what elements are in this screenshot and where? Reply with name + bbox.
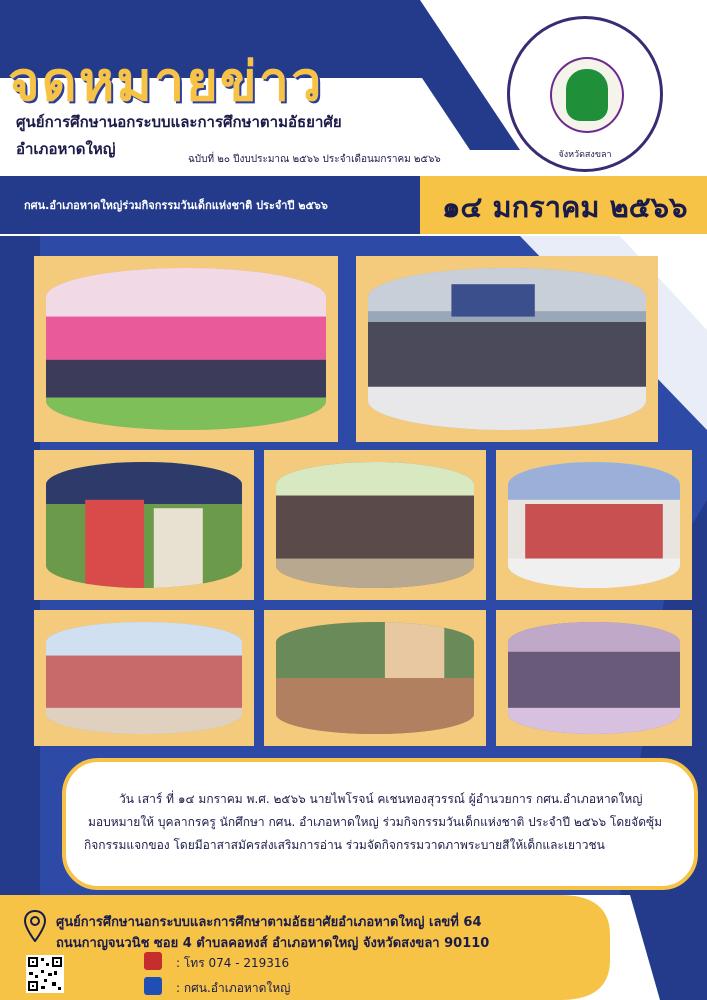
article-line-1: วัน เสาร์ ที่ ๑๔ มกราคม พ.ศ. ๒๕๖๖ นายไพโรจน์ คเชนทองสุวรรณ์ ผู้อำนวยการ กศน.อำเภอหาดใหญ่ <box>119 792 643 806</box>
footer-address-1: ศูนย์การศึกษานอกระบบและการศึกษาตามอัธยาศัยอำเภอหาดใหญ่ เลขที่ 64 <box>56 915 482 930</box>
article-body <box>84 788 679 857</box>
crowd-photo <box>276 462 474 588</box>
qr-code-icon[interactable] <box>26 955 64 993</box>
phone-number: : โทร 074 - 219316 <box>176 956 290 970</box>
banner-left <box>0 176 420 234</box>
org-district: อำเภอหาดใหญ่ <box>16 140 116 158</box>
facebook-page[interactable]: : กศน.อำเภอหาดใหญ่ <box>176 981 291 995</box>
logo-caption: จังหวัดสงขลา <box>558 150 612 160</box>
headline-text: กศน.อำเภอหาดใหญ่ร่วมกิจกรรมวันเด็กแห่งชาติ ประจำปี ๒๕๖๖ <box>24 199 328 212</box>
photo-1 <box>34 256 338 442</box>
photo-6 <box>34 610 254 746</box>
coloring-photo <box>508 622 680 734</box>
logo-emblem-ring <box>550 57 624 133</box>
volunteers-photo <box>508 462 680 588</box>
org-name: ศูนย์การศึกษานอกระบบและการศึกษาตามอัธยาศัย <box>16 113 342 131</box>
phone-icon <box>144 952 162 970</box>
photo-8 <box>496 610 692 746</box>
article-line-3: กิจกรรมแจกของ โดยมีอาสาสมัครส่งเสริมการอ่าน ร่วมจัดกิจกรรมวาดภาพระบายสีให้เด็กและเยาวชน <box>84 838 605 852</box>
article-text-box <box>62 758 698 890</box>
kids-activity-photo <box>46 622 242 734</box>
article-line-2: มอบหมายให้ บุคลากรครู นักศึกษา กศน. อำเภอหาดใหญ่ ร่วมกิจกรรมวันเด็กแห่งชาติ ประจำปี ๒๕๖๖ โดยจัดซุ้ม <box>88 815 663 829</box>
facebook-icon <box>144 977 162 995</box>
banner-right <box>420 176 707 234</box>
headline-banner <box>0 176 707 234</box>
footer-address-2: ถนนกาญจนวนิช ซอย 4 ตำบลคอหงส์ อำเภอหาดใหญ่ จังหวัดสงขลา 90110 <box>56 936 490 951</box>
children-drawing-photo <box>46 462 242 588</box>
location-pin-icon <box>24 910 46 942</box>
photo-4 <box>264 450 486 600</box>
photo-3 <box>34 450 254 600</box>
newsletter-title: จดหมายข่าว <box>8 49 324 113</box>
photo-7 <box>264 610 486 746</box>
org-logo <box>507 16 663 172</box>
photo-2 <box>356 256 658 442</box>
issue-info: ฉบับที่ ๒๐ ปีงบประมาณ ๒๕๖๖ ประจำเดือนมกราคม ๒๕๖๖ <box>188 154 441 165</box>
logo-emblem-icon <box>566 69 608 121</box>
event-date: ๑๔ มกราคม ๒๕๖๖ <box>442 190 688 224</box>
stage-photo <box>46 268 326 430</box>
mascot-photo <box>276 622 474 734</box>
photo-5 <box>496 450 692 600</box>
booth-photo <box>368 268 646 430</box>
